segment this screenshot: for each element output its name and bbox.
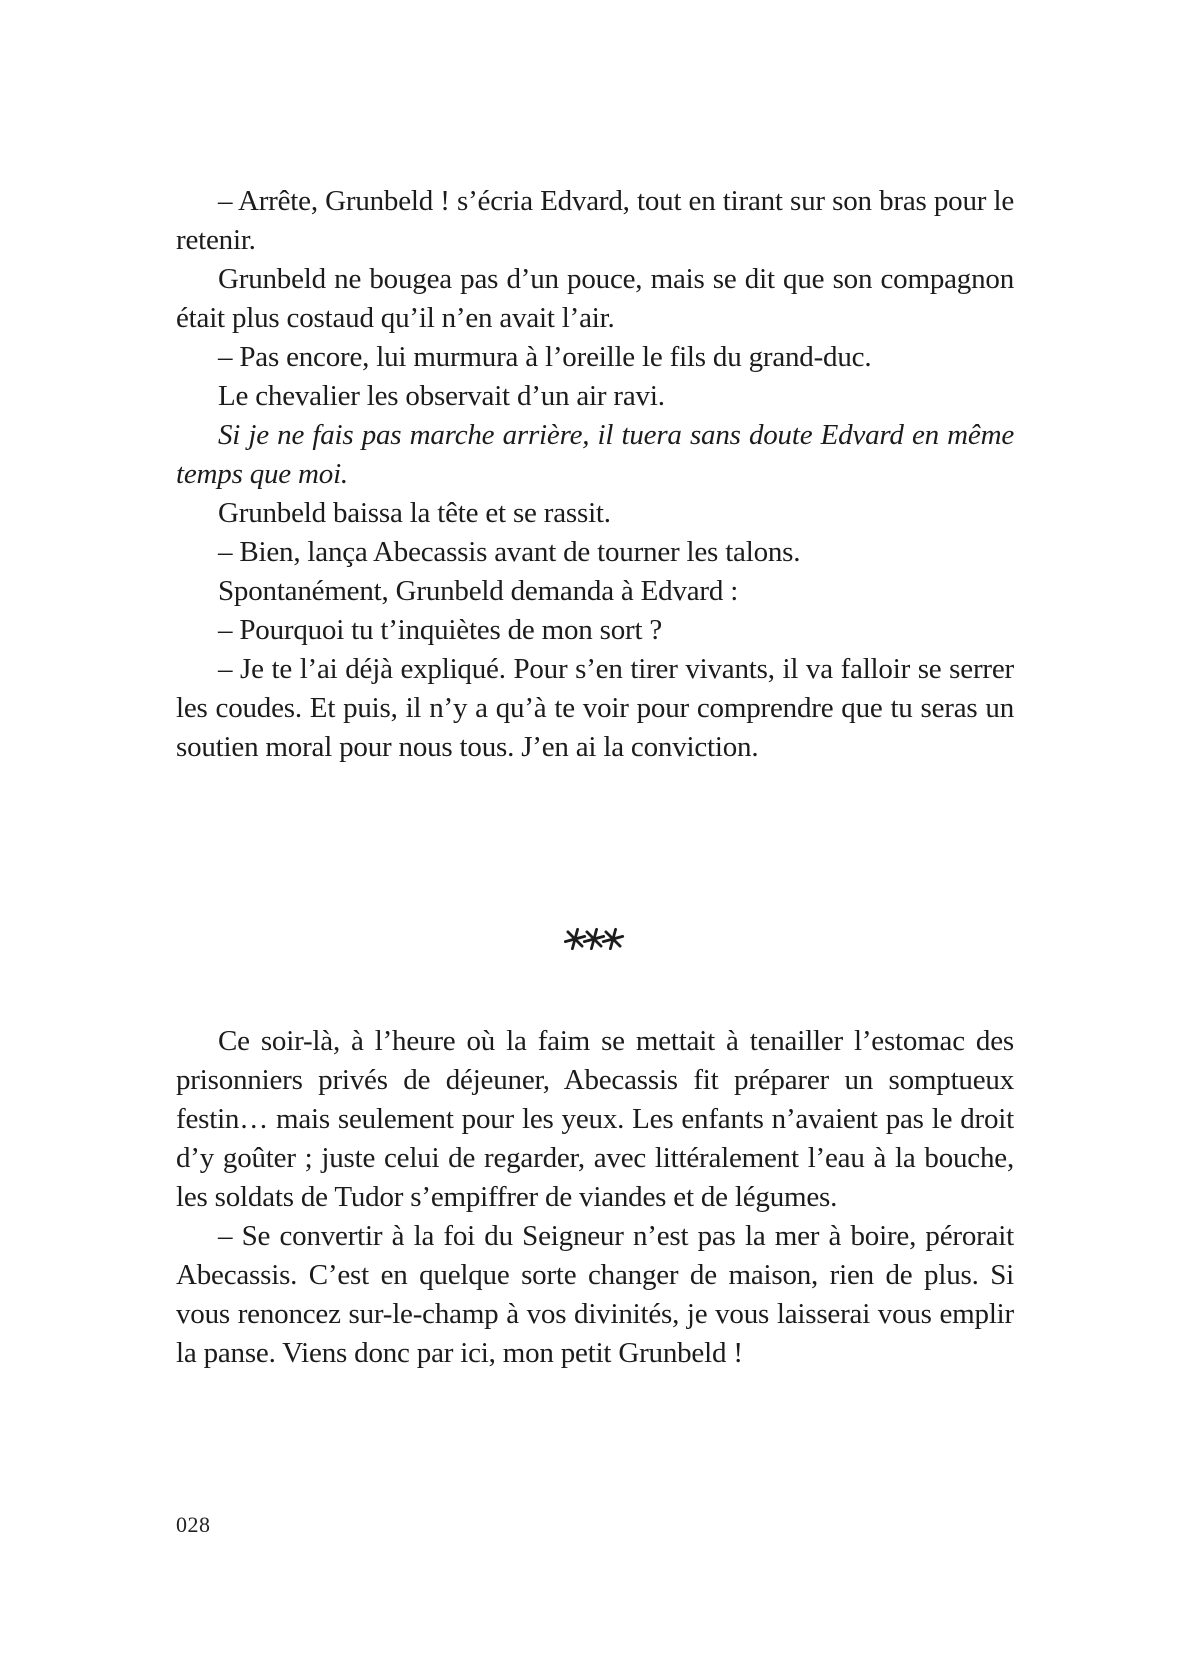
paragraph: Le chevalier les observait d’un air ravi. [218,380,665,412]
three-stars-icon [564,922,626,956]
section-divider [176,922,1014,956]
paragraph: Grunbeld ne bougea pas d’un pouce, mais se dit que son compagnon était plus costaud qu’il n’en avait l’air. [176,263,1014,334]
paragraph: – Pas encore, lui murmura à l’oreille le fils du grand-duc. [218,341,872,373]
paragraph: Spontanément, Grunbeld demanda à Edvard : [218,575,739,607]
paragraph: Ce soir-là, à l’heure où la faim se mettait à tenailler l’estomac des prisonniers privés de déjeuner, Abecassis fit préparer un somptueux festin… mais seulement pour les yeux. Les enfants n’avaient pas le droit d’y goûter ; juste celui de regarder, avec littéralement l’eau à la bouche, les soldats de Tudor s’empiffrer de viandes et de légumes. [176,1025,1014,1213]
paragraph: – Je te l’ai déjà expliqué. Pour s’en tirer vivants, il va falloir se serrer les coudes. Et puis, il n’y a qu’à te voir pour comprendre que tu seras un soutien moral pour nous tous. J’en ai la conviction. [176,653,1014,763]
paragraph: – Arrête, Grunbeld ! s’écria Edvard, tout en tirant sur son bras pour le retenir. [176,185,1014,256]
page-text-block [176,182,1014,1373]
paragraph: – Pourquoi tu t’inquiètes de mon sort ? [218,614,663,646]
page-number: 028 [176,1512,211,1537]
paragraph: – Se convertir à la foi du Seigneur n’est pas la mer à boire, pérorait Abecassis. C’est en quelque sorte changer de maison, rien de plus. Si vous renoncez sur-le-champ à vos divinités, je vous laisserai vous emplir la panse. Viens donc par ici, mon petit Grunbeld ! [176,1220,1014,1369]
paragraph: Grunbeld baissa la tête et se rassit. [218,497,611,529]
paragraph: – Bien, lança Abecassis avant de tourner les talons. [218,536,801,568]
paragraph-inner-thought: Si je ne fais pas marche arrière, il tuera sans doute Edvard en même temps que moi. [176,419,1014,490]
